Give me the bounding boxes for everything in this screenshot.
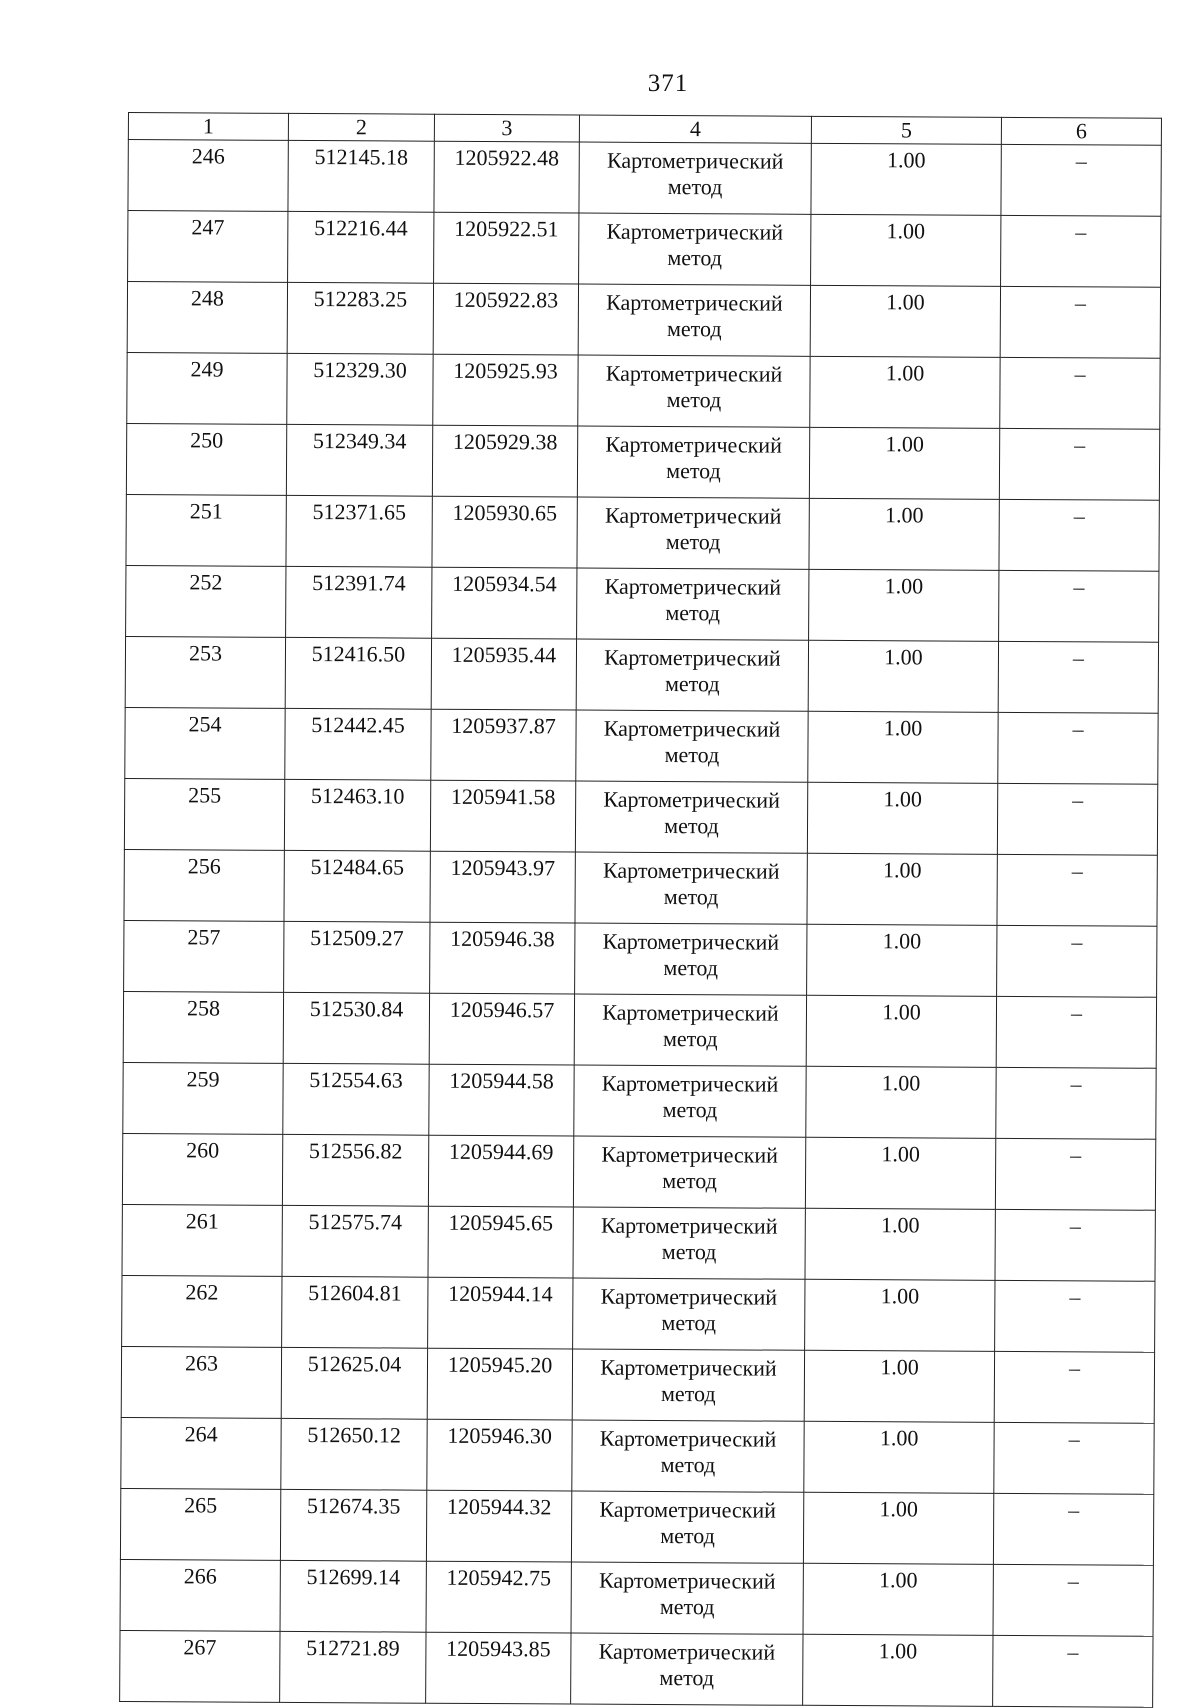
accuracy-cell: 1.00 (810, 356, 1000, 428)
accuracy-cell: 1.00 (806, 1066, 996, 1138)
method-cell (573, 1278, 805, 1350)
accuracy-cell: 1.00 (811, 143, 1001, 215)
y-coordinate-cell: 1205944.32 (426, 1490, 571, 1562)
y-coordinate-cell: 1205945.65 (428, 1206, 573, 1278)
accuracy-cell: 1.00 (807, 782, 997, 854)
point-number-cell: 264 (121, 1417, 281, 1489)
point-number-cell: 251 (126, 494, 286, 566)
method-line-2: метод (666, 458, 721, 484)
method-cell (572, 1349, 804, 1421)
note-cell: – (1001, 144, 1161, 216)
note-cell: – (999, 570, 1159, 642)
method-cell (577, 426, 809, 498)
y-coordinate-cell: 1205946.57 (429, 993, 574, 1065)
point-number-cell: 267 (120, 1630, 280, 1702)
method-line-1: Картометрический (606, 289, 783, 316)
accuracy-cell: 1.00 (810, 285, 1000, 357)
y-coordinate-cell: 1205934.54 (432, 567, 577, 639)
y-coordinate-cell: 1205941.58 (430, 780, 575, 852)
method-line-2: метод (664, 813, 719, 839)
note-cell: – (996, 996, 1156, 1068)
method-line-2: метод (659, 1664, 715, 1691)
method-line-1: Картометрический (600, 1283, 778, 1310)
table-body (120, 140, 1162, 1708)
method-line-1: Картометрический (605, 360, 783, 387)
method-line-1: Картометрический (599, 1496, 777, 1523)
accuracy-cell: 1.00 (803, 1563, 993, 1635)
method-cell (574, 994, 806, 1066)
y-coordinate-cell: 1205943.85 (426, 1632, 571, 1704)
y-coordinate-cell: 1205925.93 (433, 354, 578, 426)
method-line-1: Картометрический (602, 857, 780, 884)
y-coordinate-cell: 1205922.51 (434, 212, 579, 284)
point-number-cell: 262 (122, 1275, 282, 1347)
method-line-2: метод (666, 387, 722, 413)
method-line-1: Картометрический (598, 1638, 776, 1665)
table-row (121, 1417, 1154, 1494)
method-cell (572, 1420, 804, 1492)
y-coordinate-cell: 1205942.75 (426, 1561, 571, 1633)
table-row (126, 423, 1159, 500)
y-coordinate-cell: 1205944.14 (428, 1277, 573, 1349)
point-number-cell: 253 (125, 636, 285, 708)
y-coordinate-cell: 1205937.87 (431, 709, 576, 781)
method-cell (579, 142, 811, 214)
table-row (127, 352, 1160, 429)
method-line-1: Картометрический (603, 786, 780, 813)
y-coordinate-cell: 1205935.44 (431, 638, 576, 710)
method-line-2: метод (665, 529, 721, 555)
point-number-cell: 260 (122, 1133, 282, 1205)
point-number-cell: 246 (128, 140, 288, 212)
column-header-1: 1 (128, 113, 288, 141)
method-line-2: метод (663, 884, 719, 910)
method-cell (577, 497, 809, 569)
table-row (120, 1559, 1153, 1636)
y-coordinate-cell: 1205930.65 (432, 496, 577, 568)
method-cell (576, 639, 808, 711)
accuracy-cell: 1.00 (805, 1208, 995, 1280)
accuracy-cell: 1.00 (804, 1350, 994, 1422)
method-line-2: метод (664, 742, 720, 768)
point-number-cell: 247 (128, 211, 288, 283)
table-row (120, 1488, 1153, 1565)
accuracy-cell: 1.00 (808, 711, 998, 783)
point-number-cell: 255 (124, 778, 284, 850)
method-line-1: Картометрический (606, 147, 784, 174)
y-coordinate-cell: 1205945.20 (427, 1348, 572, 1420)
table-row (126, 565, 1159, 642)
method-line-1: Картометрический (600, 1212, 778, 1239)
method-cell (571, 1491, 803, 1563)
table-row (123, 991, 1156, 1068)
method-line-2: метод (663, 955, 719, 981)
method-cell (575, 781, 807, 853)
y-coordinate-cell: 1205946.30 (427, 1419, 572, 1491)
note-cell: – (1001, 215, 1161, 287)
method-line-2: метод (661, 1238, 717, 1265)
x-coordinate-cell: 512556.82 (282, 1134, 428, 1206)
table-row (125, 707, 1158, 784)
note-cell: – (995, 1138, 1155, 1210)
method-line-2: метод (664, 671, 720, 697)
table-row (122, 1133, 1155, 1210)
table-row (123, 1062, 1156, 1139)
table-row (124, 920, 1157, 997)
method-line-1: Картометрический (604, 502, 782, 529)
accuracy-cell: 1.00 (809, 498, 999, 570)
y-coordinate-cell: 1205944.69 (428, 1135, 573, 1207)
accuracy-cell: 1.00 (804, 1421, 994, 1493)
x-coordinate-cell: 512625.04 (281, 1347, 427, 1419)
x-coordinate-cell: 512484.65 (284, 850, 430, 922)
x-coordinate-cell: 512509.27 (284, 921, 430, 993)
note-cell: – (993, 1635, 1153, 1707)
x-coordinate-cell: 512145.18 (288, 140, 434, 212)
method-cell (578, 355, 810, 427)
point-number-cell: 259 (123, 1062, 283, 1134)
y-coordinate-cell: 1205929.38 (432, 425, 577, 497)
method-line-1: Картометрический (602, 928, 780, 955)
accuracy-cell: 1.00 (808, 640, 998, 712)
method-cell (574, 1065, 806, 1137)
accuracy-cell: 1.00 (809, 427, 999, 499)
note-cell: – (998, 712, 1158, 784)
table-row (122, 1204, 1155, 1281)
x-coordinate-cell: 512650.12 (281, 1418, 427, 1490)
y-coordinate-cell: 1205922.48 (434, 141, 579, 213)
method-line-1: Картометрический (604, 573, 782, 600)
method-line-1: Картометрический (600, 1354, 777, 1381)
accuracy-cell: 1.00 (811, 214, 1001, 286)
table-row (127, 282, 1160, 359)
method-line-2: метод (665, 600, 721, 626)
point-number-cell: 249 (127, 352, 287, 424)
method-line-1: Картометрический (601, 1141, 778, 1168)
point-number-cell: 257 (124, 920, 284, 992)
note-cell: – (993, 1564, 1153, 1636)
column-header-3: 3 (434, 114, 579, 142)
x-coordinate-cell: 512575.74 (282, 1205, 428, 1277)
y-coordinate-cell: 1205922.83 (433, 283, 578, 355)
method-cell (575, 852, 807, 924)
method-cell (573, 1207, 805, 1279)
method-line-1: Картометрический (605, 431, 782, 458)
method-line-1: Картометрический (602, 999, 779, 1026)
method-line-2: метод (667, 174, 723, 200)
x-coordinate-cell: 512371.65 (286, 495, 432, 567)
accuracy-cell: 1.00 (809, 569, 999, 641)
method-line-2: метод (662, 1026, 718, 1052)
method-line-2: метод (660, 1451, 716, 1478)
method-cell (577, 568, 809, 640)
method-line-2: метод (662, 1097, 718, 1123)
method-line-1: Картометрический (601, 1070, 779, 1097)
note-cell: – (999, 428, 1159, 500)
point-number-cell: 258 (123, 991, 283, 1063)
note-cell: – (997, 783, 1157, 855)
table-row (121, 1346, 1154, 1423)
x-coordinate-cell: 512283.25 (287, 282, 433, 354)
accuracy-cell: 1.00 (806, 995, 996, 1067)
note-cell: – (997, 925, 1157, 997)
x-coordinate-cell: 512416.50 (285, 637, 431, 709)
note-cell: – (994, 1422, 1154, 1494)
method-line-1: Картометрический (604, 644, 781, 671)
column-header-2: 2 (288, 113, 434, 141)
point-number-cell: 261 (122, 1204, 282, 1276)
x-coordinate-cell: 512604.81 (282, 1276, 428, 1348)
note-cell: – (999, 499, 1159, 571)
y-coordinate-cell: 1205946.38 (430, 922, 575, 994)
method-line-1: Картометрический (603, 715, 781, 742)
method-line-1: Картометрический (598, 1567, 776, 1594)
x-coordinate-cell: 512721.89 (280, 1631, 426, 1703)
note-cell: – (995, 1209, 1155, 1281)
table-row (124, 778, 1157, 855)
point-number-cell: 250 (126, 423, 286, 495)
method-line-2: метод (660, 1380, 716, 1407)
coordinates-table (119, 112, 1162, 1708)
accuracy-cell: 1.00 (805, 1137, 995, 1209)
note-cell: – (994, 1351, 1154, 1423)
note-cell: – (995, 1280, 1155, 1352)
point-number-cell: 263 (121, 1346, 281, 1418)
method-line-1: Картометрический (599, 1425, 777, 1452)
x-coordinate-cell: 512216.44 (288, 211, 434, 283)
note-cell: – (997, 854, 1157, 926)
table-row (122, 1275, 1155, 1352)
point-number-cell: 252 (126, 565, 286, 637)
column-header-6: 6 (1001, 117, 1161, 145)
method-line-2: метод (666, 316, 722, 342)
x-coordinate-cell: 512349.34 (286, 424, 432, 496)
x-coordinate-cell: 512530.84 (283, 992, 429, 1064)
method-line-1: Картометрический (606, 218, 784, 245)
point-number-cell: 248 (127, 282, 287, 354)
accuracy-cell: 1.00 (803, 1492, 993, 1564)
table-row (126, 494, 1159, 571)
x-coordinate-cell: 512674.35 (280, 1489, 426, 1561)
x-coordinate-cell: 512554.63 (283, 1063, 429, 1135)
x-coordinate-cell: 512442.45 (285, 708, 431, 780)
note-cell: – (993, 1493, 1153, 1565)
table-row (128, 140, 1161, 217)
method-line-2: метод (659, 1593, 715, 1620)
point-number-cell: 265 (120, 1488, 280, 1560)
point-number-cell: 256 (124, 849, 284, 921)
accuracy-cell: 1.00 (807, 924, 997, 996)
x-coordinate-cell: 512699.14 (280, 1560, 426, 1632)
method-cell (579, 213, 811, 285)
method-cell (571, 1633, 803, 1705)
method-line-2: метод (662, 1168, 717, 1194)
point-number-cell: 254 (125, 707, 285, 779)
y-coordinate-cell: 1205943.97 (430, 851, 575, 923)
method-line-2: метод (660, 1522, 715, 1549)
accuracy-cell: 1.00 (803, 1634, 993, 1706)
note-cell: – (998, 641, 1158, 713)
note-cell: – (1000, 357, 1160, 429)
accuracy-cell: 1.00 (807, 853, 997, 925)
point-number-cell: 266 (120, 1559, 280, 1631)
column-header-5: 5 (811, 116, 1001, 144)
table-row (124, 849, 1157, 926)
y-coordinate-cell: 1205944.58 (429, 1064, 574, 1136)
table-row (128, 211, 1161, 288)
method-cell (571, 1562, 803, 1634)
method-cell (573, 1136, 805, 1208)
table-row (120, 1630, 1153, 1707)
note-cell: – (1000, 286, 1160, 358)
method-cell (575, 923, 807, 995)
x-coordinate-cell: 512463.10 (284, 779, 430, 851)
page-number: 371 (647, 70, 689, 97)
method-line-2: метод (667, 245, 723, 271)
column-header-4: 4 (579, 115, 811, 143)
method-cell (578, 284, 810, 356)
method-line-2: метод (661, 1309, 717, 1336)
method-cell (576, 710, 808, 782)
accuracy-cell: 1.00 (805, 1279, 995, 1351)
x-coordinate-cell: 512391.74 (286, 566, 432, 638)
x-coordinate-cell: 512329.30 (287, 353, 433, 425)
note-cell: – (996, 1067, 1156, 1139)
table-row (125, 636, 1158, 713)
